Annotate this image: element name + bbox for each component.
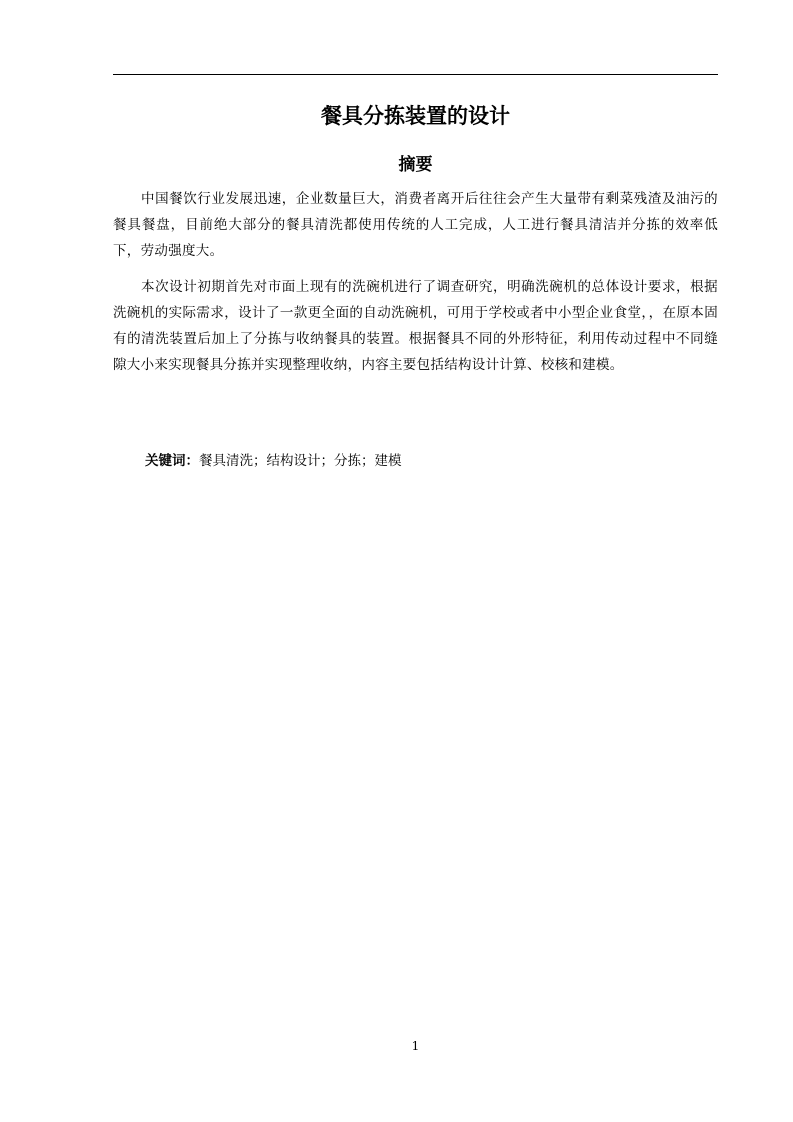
abstract-paragraph-2: 本次设计初期首先对市面上现有的洗碗机进行了调查研究，明确洗碗机的总体设计要求，根据洗碗机的实际需求，设计了一款更全面的自动洗碗机，可用于学校或者中小型企业食堂，，在原本固有的清洗装置后加上了分拣与收纳餐具的装置。根据餐具不同的外形特征，利用传动过程中不同缝隙大小来实现餐具分拣并实现整理收纳，内容主要包括结构设计计算、校核和建模。 — [113, 279, 718, 373]
keywords-text: 餐具清洗；结构设计；分拣；建模 — [199, 453, 402, 469]
abstract-heading: 摘要 — [398, 155, 433, 175]
abstract-body — [113, 186, 718, 388]
abstract-paragraph-1: 中国餐饮行业发展迅速，企业数量巨大，消费者离开后往往会产生大量带有剩菜残渣及油污的餐具餐盘，目前绝大部分的餐具清洗都使用传统的人工完成，人工进行餐具清洁并分拣的效率低下，劳动强度大。 — [113, 191, 718, 259]
document-title: 餐具分拣装置的设计 — [321, 104, 510, 128]
header-rule — [113, 74, 718, 75]
page-number: 1 — [411, 1039, 420, 1053]
keywords-label: 关键词： — [145, 453, 199, 469]
keywords-line — [145, 450, 718, 472]
